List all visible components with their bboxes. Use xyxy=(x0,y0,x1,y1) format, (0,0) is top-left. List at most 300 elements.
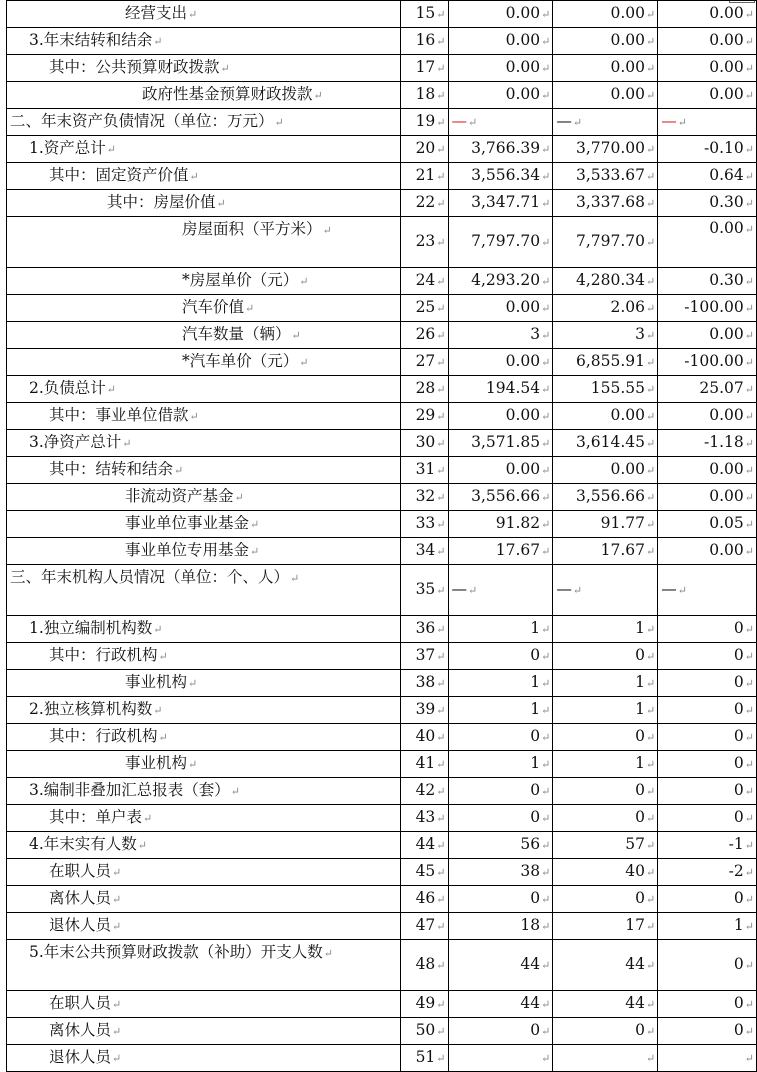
paragraph-mark: ↵ xyxy=(744,223,754,236)
table-row xyxy=(7,82,757,109)
value-col-1-text: 0.00 xyxy=(505,31,541,49)
value-col-2-text: 0.00 xyxy=(610,58,646,76)
value-col-2-text: 17.67 xyxy=(600,541,646,559)
paragraph-mark: ↵ xyxy=(541,704,551,717)
value-col-2-text: 40 xyxy=(625,862,646,880)
paragraph-mark: ↵ xyxy=(744,998,754,1011)
paragraph-mark: ↵ xyxy=(541,518,551,531)
paragraph-mark: ↵ xyxy=(299,275,309,288)
value-col-1-text: 1 xyxy=(530,700,541,718)
value-col-3 xyxy=(658,697,757,724)
value-col-2-text: 0.00 xyxy=(610,85,646,103)
table-row xyxy=(7,217,757,268)
paragraph-mark: ↵ xyxy=(646,62,656,75)
paragraph-mark: ↵ xyxy=(436,518,446,531)
paragraph-mark: ↵ xyxy=(646,677,656,690)
value-col-2-text: 3,614.45 xyxy=(575,433,646,451)
value-col-2-text: 0.00 xyxy=(610,4,646,22)
value-col-2-text: 0 xyxy=(635,646,646,664)
row-label-text: 政府性基金预算财政拨款 xyxy=(142,85,313,103)
value-col-1-text: 0 xyxy=(530,1021,541,1039)
paragraph-mark: ↵ xyxy=(744,677,754,690)
table-row xyxy=(7,55,757,82)
table-row xyxy=(7,349,757,376)
table-row xyxy=(7,616,757,643)
row-number-text: 19 xyxy=(415,112,436,130)
paragraph-mark: ↵ xyxy=(646,437,656,450)
row-number xyxy=(401,1,448,28)
paragraph-mark: ↵ xyxy=(436,491,446,504)
paragraph-mark: ↵ xyxy=(106,143,117,156)
table-row xyxy=(7,403,757,430)
paragraph-mark: ↵ xyxy=(744,866,754,879)
finance-report-table xyxy=(6,0,757,1072)
value-col-1 xyxy=(448,1,553,28)
paragraph-mark: ↵ xyxy=(744,623,754,636)
row-label-text: 在职人员 xyxy=(49,994,112,1012)
row-number-text: 37 xyxy=(415,646,436,664)
table-row xyxy=(7,511,757,538)
row-number-text: 20 xyxy=(415,139,436,157)
row-label xyxy=(7,643,401,670)
paragraph-mark: ↵ xyxy=(188,758,198,771)
value-col-3-text: -2 xyxy=(728,862,744,880)
row-label xyxy=(7,670,401,697)
row-label-text: 经营支出 xyxy=(125,4,188,22)
paragraph-mark: ↵ xyxy=(153,35,163,48)
value-col-3-text: 0 xyxy=(733,781,744,799)
value-col-2 xyxy=(553,565,658,616)
value-col-2-text: — xyxy=(556,112,572,130)
paragraph-mark: ↵ xyxy=(541,329,551,342)
paragraph-mark: ↵ xyxy=(572,584,583,597)
value-col-1-text: — xyxy=(451,112,468,130)
row-number-text: 39 xyxy=(415,700,436,718)
row-label xyxy=(7,136,401,163)
value-col-1-text: 194.54 xyxy=(485,379,541,397)
paragraph-mark: ↵ xyxy=(646,302,656,315)
paragraph-mark: ↵ xyxy=(744,383,754,396)
value-col-2 xyxy=(553,1045,658,1072)
value-col-2-text: 0 xyxy=(635,781,646,799)
row-number-text: 46 xyxy=(415,889,436,907)
paragraph-mark: ↵ xyxy=(153,704,163,717)
row-number xyxy=(401,565,448,616)
value-col-2 xyxy=(553,268,658,295)
value-col-1 xyxy=(448,751,553,778)
row-number-text: 33 xyxy=(415,514,436,532)
row-label-text: 其中：公共预算财政拨款 xyxy=(49,58,220,76)
value-col-3-text: -100.00 xyxy=(684,298,744,316)
row-number xyxy=(401,136,448,163)
value-col-2-text: 0 xyxy=(635,1021,646,1039)
row-number xyxy=(401,724,448,751)
row-label-text: 其中：结转和结余 xyxy=(49,460,174,478)
value-col-2 xyxy=(553,217,658,268)
paragraph-mark: ↵ xyxy=(468,584,478,597)
value-col-3 xyxy=(658,163,757,190)
row-label-text: 退休人员 xyxy=(49,916,112,934)
row-number-text: 50 xyxy=(415,1021,436,1039)
row-label-text: 其中：行政机构 xyxy=(49,727,158,745)
table-row xyxy=(7,751,757,778)
paragraph-mark: ↵ xyxy=(250,518,260,531)
paragraph-mark: ↵ xyxy=(744,704,754,717)
row-label xyxy=(7,511,401,538)
table-row xyxy=(7,190,757,217)
value-col-3-text: 0.00 xyxy=(709,31,744,49)
row-number-text: 22 xyxy=(415,193,436,211)
row-number xyxy=(401,538,448,565)
row-label xyxy=(7,886,401,913)
row-number-text: 36 xyxy=(415,619,436,637)
paragraph-mark: ↵ xyxy=(436,437,446,450)
table-row xyxy=(7,805,757,832)
value-col-2-text: 3,770.00 xyxy=(575,139,646,157)
paragraph-mark: ↵ xyxy=(744,356,754,369)
value-col-3-text: 0.64 xyxy=(709,166,744,184)
table-row xyxy=(7,565,757,616)
row-number-text: 32 xyxy=(415,487,436,505)
row-number-text: 31 xyxy=(415,460,436,478)
value-col-2-text: 155.55 xyxy=(590,379,646,397)
row-label xyxy=(7,697,401,724)
paragraph-mark: ↵ xyxy=(541,677,551,690)
paragraph-mark: ↵ xyxy=(541,356,551,369)
value-col-3-text: -0.10 xyxy=(704,139,744,157)
value-col-1-text: 0.00 xyxy=(505,58,541,76)
value-col-3 xyxy=(658,1045,757,1072)
value-col-2-text: 1 xyxy=(635,619,646,637)
paragraph-mark: ↵ xyxy=(230,785,241,798)
paragraph-mark: ↵ xyxy=(541,35,551,48)
value-col-3 xyxy=(658,349,757,376)
value-col-1 xyxy=(448,859,553,886)
row-number xyxy=(401,670,448,697)
row-label xyxy=(7,1,401,28)
value-col-1 xyxy=(448,349,553,376)
row-label-text: 汽车数量（辆） xyxy=(182,325,291,343)
row-number-text: 17 xyxy=(415,58,436,76)
value-col-3 xyxy=(658,136,757,163)
value-col-2 xyxy=(553,616,658,643)
paragraph-mark: ↵ xyxy=(744,920,754,933)
value-col-3 xyxy=(658,991,757,1018)
paragraph-mark: ↵ xyxy=(541,920,551,933)
row-number xyxy=(401,616,448,643)
paragraph-mark: ↵ xyxy=(646,197,656,210)
table-row xyxy=(7,538,757,565)
row-label-text: 2.负债总计 xyxy=(29,379,106,397)
row-number xyxy=(401,913,448,940)
value-col-1-text: 3 xyxy=(530,325,541,343)
paragraph-mark: ↵ xyxy=(153,623,163,636)
paragraph-mark: ↵ xyxy=(541,893,551,906)
value-col-2 xyxy=(553,109,658,136)
paragraph-mark: ↵ xyxy=(744,62,754,75)
paragraph-mark: ↵ xyxy=(646,518,656,531)
value-col-2 xyxy=(553,724,658,751)
row-label xyxy=(7,82,401,109)
value-col-2-text: 0 xyxy=(635,727,646,745)
value-col-3 xyxy=(658,217,757,268)
value-col-3-text: 0.30 xyxy=(709,193,744,211)
paragraph-mark: ↵ xyxy=(744,197,754,210)
row-number-text: 45 xyxy=(415,862,436,880)
row-number xyxy=(401,1045,448,1072)
paragraph-mark: ↵ xyxy=(646,959,656,972)
paragraph-mark: ↵ xyxy=(744,893,754,906)
value-col-1-text: 3,766.39 xyxy=(471,139,541,157)
paragraph-mark: ↵ xyxy=(436,650,446,663)
paragraph-mark: ↵ xyxy=(541,812,551,825)
table-row xyxy=(7,778,757,805)
value-col-2 xyxy=(553,28,658,55)
value-col-1-text: 56 xyxy=(520,835,541,853)
paragraph-mark: ↵ xyxy=(744,959,754,972)
paragraph-mark: ↵ xyxy=(189,410,199,423)
paragraph-mark: ↵ xyxy=(646,839,656,852)
paragraph-mark: ↵ xyxy=(541,383,551,396)
value-col-3-text: 0.00 xyxy=(709,85,744,103)
paragraph-mark: ↵ xyxy=(646,356,656,369)
value-col-1 xyxy=(448,55,553,82)
value-col-3-text: 0 xyxy=(733,808,744,826)
row-number-text: 44 xyxy=(415,835,436,853)
row-label-text: 2.独立核算机构数 xyxy=(29,700,153,718)
value-col-1-text: 0 xyxy=(530,889,541,907)
value-col-3-text: 0 xyxy=(733,889,744,907)
paragraph-mark: ↵ xyxy=(112,1052,122,1065)
row-number xyxy=(401,697,448,724)
table-row xyxy=(7,940,757,991)
paragraph-mark: ↵ xyxy=(299,356,309,369)
row-label-text: *汽车单价（元） xyxy=(182,352,299,370)
value-col-2 xyxy=(553,322,658,349)
row-label-text: 房屋面积（平方米） xyxy=(182,220,322,238)
table-row xyxy=(7,832,757,859)
paragraph-mark: ↵ xyxy=(436,302,446,315)
row-number-text: 15 xyxy=(415,4,436,22)
value-col-2 xyxy=(553,1018,658,1045)
value-col-2 xyxy=(553,832,658,859)
paragraph-mark: ↵ xyxy=(541,143,551,156)
value-col-3-text: 0 xyxy=(733,700,744,718)
paragraph-mark: ↵ xyxy=(744,1025,754,1038)
paragraph-mark: ↵ xyxy=(541,959,551,972)
value-col-2 xyxy=(553,643,658,670)
paragraph-mark: ↵ xyxy=(646,89,656,102)
table-row xyxy=(7,697,757,724)
table-row xyxy=(7,28,757,55)
row-number-text: 40 xyxy=(415,727,436,745)
paragraph-mark: ↵ xyxy=(541,785,551,798)
row-label-text: 在职人员 xyxy=(49,862,112,880)
paragraph-mark: ↵ xyxy=(436,116,446,129)
paragraph-mark: ↵ xyxy=(106,383,117,396)
paragraph-mark: ↵ xyxy=(541,8,551,21)
row-label-text: 事业单位专用基金 xyxy=(125,541,250,559)
value-col-1 xyxy=(448,430,553,457)
row-label-text: 3.编制非叠加汇总报表（套） xyxy=(29,781,230,799)
value-col-1-text: 18 xyxy=(520,916,541,934)
value-col-3 xyxy=(658,538,757,565)
value-col-3-text: 0 xyxy=(733,754,744,772)
table-row xyxy=(7,295,757,322)
value-col-3 xyxy=(658,643,757,670)
value-col-3-text: — xyxy=(661,580,677,598)
value-col-1-text: 0.00 xyxy=(505,352,541,370)
paragraph-mark: ↵ xyxy=(744,437,754,450)
row-number-text: 35 xyxy=(415,580,436,598)
paragraph-mark: ↵ xyxy=(541,197,551,210)
row-number xyxy=(401,349,448,376)
row-label xyxy=(7,538,401,565)
row-number-text: 38 xyxy=(415,673,436,691)
row-label-text: 离休人员 xyxy=(49,889,112,907)
row-number xyxy=(401,991,448,1018)
paragraph-mark: ↵ xyxy=(323,947,334,960)
row-label-text: 离休人员 xyxy=(49,1021,112,1039)
value-col-3-text: — xyxy=(661,112,677,130)
paragraph-mark: ↵ xyxy=(436,959,446,972)
value-col-2-text: 0 xyxy=(635,889,646,907)
row-number xyxy=(401,832,448,859)
value-col-1 xyxy=(448,616,553,643)
value-col-2-text: 0.00 xyxy=(610,460,646,478)
row-label-text: 事业机构 xyxy=(125,754,188,772)
paragraph-mark: ↵ xyxy=(541,491,551,504)
paragraph-mark: ↵ xyxy=(646,758,656,771)
value-col-3-text: -1 xyxy=(728,835,744,853)
row-number xyxy=(401,643,448,670)
row-label xyxy=(7,805,401,832)
row-label xyxy=(7,295,401,322)
paragraph-mark: ↵ xyxy=(436,8,446,21)
value-col-3 xyxy=(658,913,757,940)
row-label xyxy=(7,109,401,136)
row-number xyxy=(401,217,448,268)
row-number xyxy=(401,322,448,349)
value-col-3 xyxy=(658,751,757,778)
value-col-2 xyxy=(553,913,658,940)
row-number xyxy=(401,82,448,109)
value-col-3 xyxy=(658,190,757,217)
paragraph-mark: ↵ xyxy=(541,275,551,288)
paragraph-mark: ↵ xyxy=(436,758,446,771)
row-number xyxy=(401,430,448,457)
row-label xyxy=(7,1018,401,1045)
paragraph-mark: ↵ xyxy=(541,998,551,1011)
paragraph-mark: ↵ xyxy=(744,170,754,183)
value-col-1 xyxy=(448,538,553,565)
paragraph-mark: ↵ xyxy=(541,89,551,102)
value-col-1-text: 0 xyxy=(530,808,541,826)
value-col-1 xyxy=(448,109,553,136)
paragraph-mark: ↵ xyxy=(436,677,446,690)
paragraph-mark: ↵ xyxy=(744,731,754,744)
value-col-1 xyxy=(448,832,553,859)
value-col-1 xyxy=(448,805,553,832)
row-label-text: 3.净资产总计 xyxy=(29,433,122,451)
row-label-text: 退休人员 xyxy=(49,1048,112,1066)
row-number-text: 28 xyxy=(415,379,436,397)
paragraph-mark: ↵ xyxy=(541,410,551,423)
paragraph-mark: ↵ xyxy=(744,410,754,423)
value-col-2-text: 6,855.91 xyxy=(575,352,646,370)
value-col-3 xyxy=(658,109,757,136)
value-col-1 xyxy=(448,190,553,217)
value-col-1 xyxy=(448,163,553,190)
row-number-text: 25 xyxy=(415,298,436,316)
paragraph-mark: ↵ xyxy=(744,545,754,558)
value-col-3 xyxy=(658,886,757,913)
value-col-1-text: 0.00 xyxy=(505,85,541,103)
paragraph-mark: ↵ xyxy=(436,584,446,597)
paragraph-mark: ↵ xyxy=(468,116,478,129)
value-col-3-text: 0.00 xyxy=(709,4,744,22)
value-col-2-text: 2.06 xyxy=(610,298,646,316)
table-row xyxy=(7,643,757,670)
value-col-1-text: 0.00 xyxy=(505,298,541,316)
paragraph-mark: ↵ xyxy=(541,236,551,249)
value-col-3-text: 0.00 xyxy=(709,487,744,505)
row-label-text: 3.年末结转和结余 xyxy=(29,31,153,49)
value-col-1 xyxy=(448,376,553,403)
value-col-3-text: 0.00 xyxy=(709,58,744,76)
row-label xyxy=(7,55,401,82)
row-label xyxy=(7,322,401,349)
paragraph-mark: ↵ xyxy=(646,812,656,825)
paragraph-mark: ↵ xyxy=(541,650,551,663)
value-col-1 xyxy=(448,268,553,295)
value-col-2-text: 1 xyxy=(635,673,646,691)
paragraph-mark: ↵ xyxy=(744,329,754,342)
value-col-3 xyxy=(658,778,757,805)
row-number-text: 29 xyxy=(415,406,436,424)
row-label-text: 其中：单户表 xyxy=(49,808,143,826)
value-col-3-text: 0 xyxy=(733,673,744,691)
row-number-text: 26 xyxy=(415,325,436,343)
row-number-text: 49 xyxy=(415,994,436,1012)
row-label xyxy=(7,457,401,484)
value-col-2 xyxy=(553,295,658,322)
paragraph-mark: ↵ xyxy=(189,170,199,183)
value-col-2 xyxy=(553,349,658,376)
paragraph-mark: ↵ xyxy=(436,197,446,210)
value-col-2 xyxy=(553,403,658,430)
paragraph-mark: ↵ xyxy=(541,62,551,75)
value-col-2 xyxy=(553,136,658,163)
row-number xyxy=(401,28,448,55)
row-label xyxy=(7,349,401,376)
paragraph-mark: ↵ xyxy=(541,170,551,183)
paragraph-mark: ↵ xyxy=(744,464,754,477)
row-label-text: 其中：房屋价值 xyxy=(107,193,216,211)
value-col-1-text: 0.00 xyxy=(505,4,541,22)
value-col-2-text: 4,280.34 xyxy=(575,271,646,289)
row-number xyxy=(401,886,448,913)
value-col-3 xyxy=(658,670,757,697)
value-col-1-text: 3,347.71 xyxy=(471,193,541,211)
paragraph-mark: ↵ xyxy=(436,35,446,48)
row-label-text: 1.独立编制机构数 xyxy=(29,619,153,637)
paragraph-mark: ↵ xyxy=(436,236,446,249)
value-col-1 xyxy=(448,295,553,322)
value-col-3 xyxy=(658,403,757,430)
row-label xyxy=(7,991,401,1018)
value-col-3 xyxy=(658,430,757,457)
